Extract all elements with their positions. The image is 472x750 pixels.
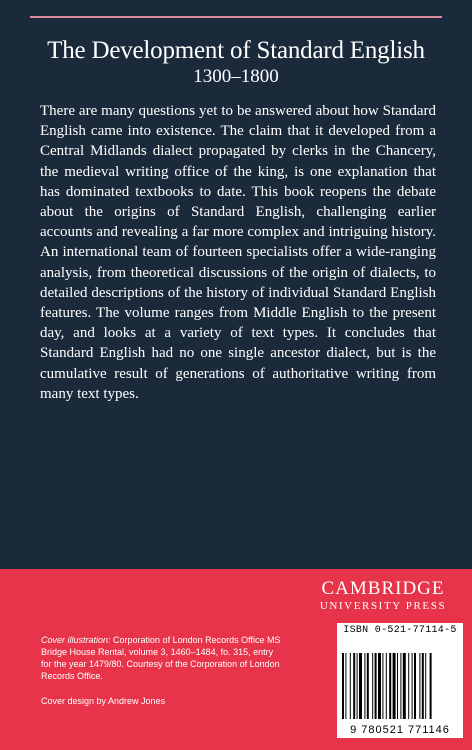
top-rule [30,16,442,18]
publisher-logo [308,578,458,612]
barcode-box [337,623,463,738]
cover-illustration-credit [41,634,286,682]
credit-text: Corporation of London Records Office MS Bridge House Rental, volume 3, 1460–1484, fo. 315, entry for the year 1479/80. Courtesy of the Corporation of London Records Office. [41,635,281,681]
cover-design-credit: Cover design by Andrew Jones [41,696,166,706]
publisher-name: CAMBRIDGE [321,578,445,599]
isbn-text: ISBN 0-521-77114-5 [343,625,457,636]
credit-label: Cover illustration: [41,635,111,645]
book-blurb: There are many questions yet to be answered about how Standard English came into existence. The claim that it developed from a Central Midlands dialect propagated by clerks in the Chancery, the medieval writing office of the king, is one explanation that has dominated textbooks to date. This book reopens the debate about the origins of Standard English, challenging earlier accounts and revealing a far more complex and intriguing history. An international team of fourteen specialists offer a wide-ranging analysis, from theoretical discussions of the origin of dialects, to detailed descriptions of the history of individual Standard English features. The volume ranges from Middle English to the present day, and looks at a variety of text types. It concludes that Standard English had no one single ancestor dialect, but is the cumulative result of generations of authoritative writing from many text types. [40,103,436,402]
book-dates: 1300–1800 [193,66,279,87]
book-title: The Development of Standard English [47,37,425,64]
publisher-subtitle: UNIVERSITY PRESS [319,600,447,612]
barcode-icon [340,653,460,721]
barcode-digits: 9 780521 771146 [350,724,450,736]
